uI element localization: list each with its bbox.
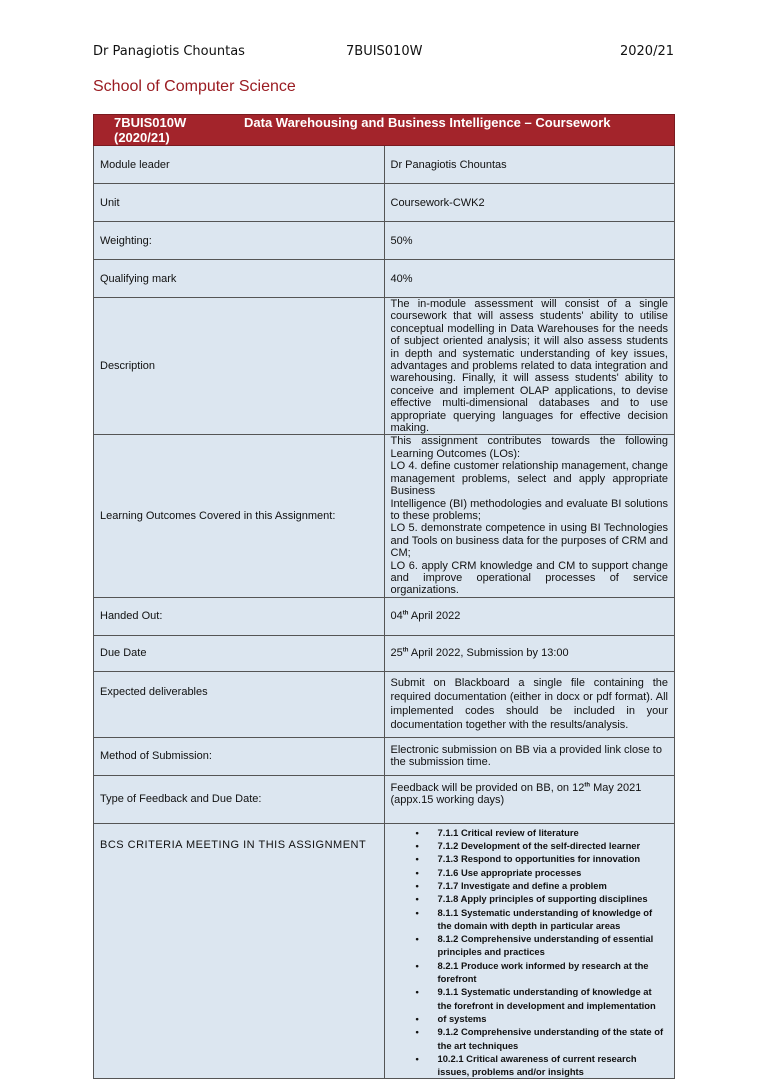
- qualifying-value: 40%: [384, 260, 675, 298]
- row-due-date: [94, 635, 675, 671]
- row-description: [94, 298, 675, 435]
- bcs-item: • 8.1.1 Systematic understanding of knowledge of the domain with depth in particular areas: [438, 906, 669, 933]
- submission-label: Method of Submission:: [94, 737, 385, 775]
- row-learning-outcomes: [94, 435, 675, 597]
- handed-out-label: Handed Out:: [94, 597, 385, 635]
- banner-code: 7BUIS010W: [114, 115, 187, 130]
- description-label: Description: [94, 298, 385, 435]
- lo-6: LO 6. apply CRM knowledge and CM to support change and improve operational processes of service organizations.: [390, 559, 668, 597]
- learning-outcomes-value: [384, 435, 675, 597]
- description-value: The in-module assessment will consist of a single coursework that will assess students' ability to utilise conceptual modelling in Data Warehouses for the needs of subject oriented analysis; it will also assess students in depth and systematic understanding of key issues, advantages and problems related to data integration and warehousing. Finally, it will assess students' ability to conceive and implement OLAP applications, to devise effective multi-dimensional databases and to use appropriate querying languages for effective decision making.: [384, 298, 675, 435]
- bcs-label: BCS CRITERIA MEETING IN THIS ASSIGNMENT: [94, 823, 385, 1079]
- lo-4-cont: Intelligence (BI) methodologies and evaluate BI solutions to these problems;: [390, 497, 668, 522]
- banner-row: [94, 115, 675, 146]
- lo-intro: This assignment contributes towards the following Learning Outcomes (LOs):: [390, 435, 668, 460]
- unit-label: Unit: [94, 184, 385, 222]
- qualifying-label: Qualifying mark: [94, 260, 385, 298]
- weighting-label: Weighting:: [94, 222, 385, 260]
- row-qualifying-mark: [94, 260, 675, 298]
- header-module-code: 7BUIS010W: [346, 44, 423, 59]
- row-unit: [94, 184, 675, 222]
- bcs-item: • 9.1.2 Comprehensive understanding of the state of the art techniques: [438, 1025, 669, 1052]
- bcs-item: • of systems: [438, 1012, 669, 1025]
- feedback-label: Type of Feedback and Due Date:: [94, 775, 385, 823]
- due-date-value: [384, 635, 675, 671]
- bcs-item: • 9.1.1 Systematic understanding of knowledge at the forefront in development and implementation: [438, 985, 669, 1012]
- coursework-table: [93, 114, 675, 1079]
- handed-out-value: [384, 597, 675, 635]
- due-date-rest: April 2022, Submission by 13:00: [408, 647, 569, 660]
- unit-value: Coursework-CWK2: [384, 184, 675, 222]
- learning-outcomes-label: Learning Outcomes Covered in this Assignment:: [94, 435, 385, 597]
- due-date-sup: th: [402, 647, 409, 654]
- due-date-label: Due Date: [94, 635, 385, 671]
- banner-title: Data Warehousing and Business Intelligence – Coursework (2020/21): [114, 115, 611, 145]
- bcs-list: [391, 826, 669, 1079]
- bcs-item: • 7.1.8 Apply principles of supporting disciplines: [438, 892, 669, 905]
- bcs-item: • 7.1.7 Investigate and define a problem: [438, 879, 669, 892]
- row-module-leader: [94, 146, 675, 184]
- module-leader-label: Module leader: [94, 146, 385, 184]
- row-submission: [94, 737, 675, 775]
- deliverables-label: Expected deliverables: [94, 671, 385, 737]
- submission-value: Electronic submission on BB via a provided link close to the submission time.: [384, 737, 675, 775]
- bcs-item: • 8.2.1 Produce work informed by research at the forefront: [438, 959, 669, 986]
- bcs-item: • 7.1.3 Respond to opportunities for innovation: [438, 852, 669, 865]
- row-feedback: [94, 775, 675, 823]
- bcs-item: • 7.1.2 Development of the self-directed learner: [438, 839, 669, 852]
- feedback-pre: Feedback will be provided on BB, on 12: [390, 781, 585, 794]
- row-handed-out: [94, 597, 675, 635]
- lo-4: LO 4. define customer relationship management, change management problems, select and apply appropriate Business: [390, 460, 668, 498]
- weighting-value: 50%: [384, 222, 675, 260]
- handed-out-rest: April 2022: [408, 610, 461, 623]
- header-author: Dr Panagiotis Chountas: [93, 44, 245, 59]
- row-weighting: [94, 222, 675, 260]
- feedback-post: May 2021 (appx.15 working days): [390, 781, 642, 806]
- header-year: 2020/21: [619, 44, 674, 59]
- row-bcs: [94, 823, 675, 1079]
- handed-out-sup: th: [402, 610, 409, 617]
- banner-cell: [94, 115, 675, 146]
- module-leader-value: Dr Panagiotis Chountas: [384, 146, 675, 184]
- feedback-sup: th: [584, 782, 591, 789]
- due-date-day: 25: [390, 647, 403, 660]
- bcs-item: • 8.1.2 Comprehensive understanding of essential principles and practices: [438, 932, 669, 959]
- row-deliverables: [94, 671, 675, 737]
- school-title: School of Computer Science: [93, 78, 296, 95]
- bcs-value: [384, 823, 675, 1079]
- bcs-item: • 7.1.1 Critical review of literature: [438, 826, 669, 839]
- bcs-item: • 10.2.1 Critical awareness of current research issues, problems and/or insights: [438, 1052, 669, 1079]
- feedback-value: [384, 775, 675, 823]
- bcs-item: • 7.1.6 Use appropriate processes: [438, 866, 669, 879]
- lo-5: LO 5. demonstrate competence in using BI Technologies and Tools on business data for the purposes of CRM and CM;: [390, 522, 668, 560]
- deliverables-value: Submit on Blackboard a single file containing the required documentation (either in docx or pdf format). All implemented codes should be included in your documentation together with the results/analysis.: [384, 671, 675, 737]
- handed-out-day: 04: [390, 610, 403, 623]
